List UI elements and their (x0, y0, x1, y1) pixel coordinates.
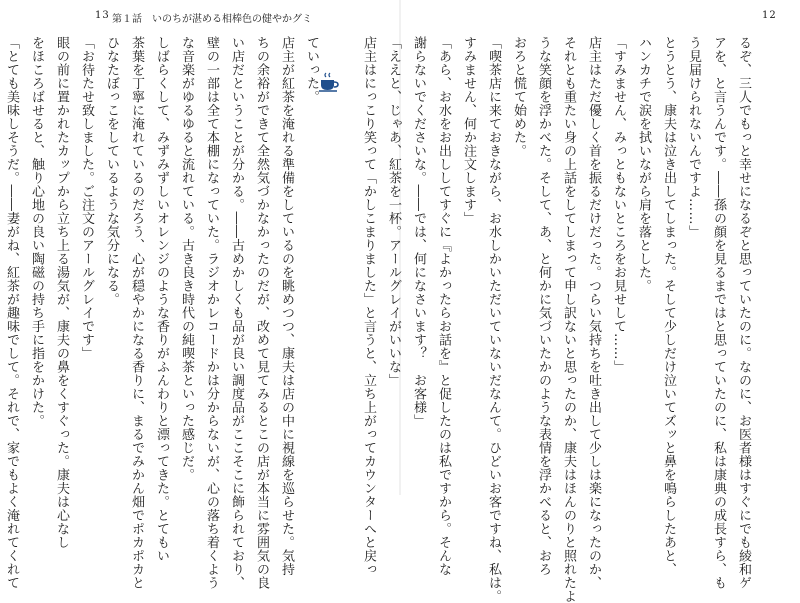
paragraph: 「喫茶店に来ておきながら、お水しかいただいていないだなんて。ひどいお客ですね、私は。 (486, 36, 501, 603)
paragraph: 店主はただ優しく首を振るだけだった。つらい気持ちを吐き出して少しは楽になったのか、 (586, 36, 601, 590)
paragraph: 壁の一部は全て本棚になっていた。ラジオかレコードかは分からないが、心の落ち着くよう (204, 36, 219, 590)
paragraph: それとも重たい身の上話をしてしまって申し訳ないと思ったのか、康夫はほんのりと照れたよ (561, 36, 576, 603)
paragraph: 「お待たせ致しました。ご注文のアールグレイです」 (79, 36, 94, 360)
paragraph: うな笑顔を浮かべた。そして、あ、と何かに気づいたかのような表情を浮かべると、おろ (536, 36, 551, 576)
paragraph: い店だということが分かる。――古めかしくも品が良い調度品がここそこに飾られており、 (229, 36, 244, 590)
page-number-left: 13 (95, 10, 110, 21)
running-head: 第１話 いのちが湛める相棒色の健やかグミ (112, 14, 312, 25)
right-page (361, 0, 800, 603)
paragraph: おろと慌て始めた。 (511, 36, 526, 158)
paragraph: ひなたぼっこをしているような気分になる。 (104, 36, 119, 306)
left-page (0, 0, 400, 590)
paragraph: をほころばせると、触り心地の良い陶磁の持ち手に指をかけた。 (29, 36, 44, 428)
paragraph: 店主が紅茶を淹れる準備をしているのを眺めつつ、康夫は店の中に視線を巡らせた。気持 (279, 36, 294, 576)
right-body-text (356, 36, 756, 603)
paragraph: 謝らないでくださいな。――では、何になさいます？ お客様」 (411, 36, 426, 428)
paragraph: 「とても美味しそうだ。――妻がね、紅茶が趣味でして。それで、家でもよく淹れてくれて (4, 36, 19, 590)
paragraph: アを、と言うんです。――孫の顔を見るまではと思っていたのに、私は康典の成長すら、も (711, 36, 726, 590)
paragraph: ていった。 (304, 36, 319, 104)
paragraph: 茶葉を丁寧に淹れているのだろう、心が穏やかになる香りに、まるでみかん畑でポカポカと (129, 36, 144, 590)
paragraph: しばらくして、みずみずしいオレンジのような香りがふんわりと漂ってきた。とてもい (154, 36, 169, 563)
left-body-text (0, 36, 324, 590)
paragraph: な音楽がゆるゆると流れている。古き良き時代の純喫茶といった感じだ。 (179, 36, 194, 482)
paragraph: 店主はにっこり笑って「かしこまりました」と言うと、立ち上がってカウンターへと戻っ (361, 36, 376, 576)
paragraph: 「あら、お水をお出ししてすぐに『よかったらお話を』と促したのは私ですから。そんな (436, 36, 451, 576)
paragraph: るぞ、三人でもっと幸せになるぞと思っていたのに。なのに、お医者様はすぐにでも綾和ゲ (736, 36, 751, 590)
paragraph: ちの余裕ができて全然気づかなかったのだが、改めて見てみるとこの店が本当に雰囲気の良 (254, 36, 269, 590)
paragraph: 「すみません、みっともないところをお見せして……」 (611, 36, 626, 374)
paragraph: すみません、何か注文します」 (461, 36, 476, 225)
paragraph: う見届けられないんですよ……」 (686, 36, 701, 239)
paragraph: 眼の前に置かれたカップから立ち上る湯気が、康夫の鼻をくすぐった。康夫は心なし (54, 36, 69, 549)
paragraph: とうとう、康夫は泣き出してしまった。そして少しだけ泣いてズッと鼻を鳴らしたあと、 (661, 36, 676, 576)
paragraph: 「ええと、じゃあ、紅茶を一杯。アールグレイがいいな」 (386, 36, 401, 387)
paragraph: ハンカチで涙を拭いながら肩を落とした。 (636, 36, 651, 293)
page-number-right: 12 (762, 10, 777, 21)
